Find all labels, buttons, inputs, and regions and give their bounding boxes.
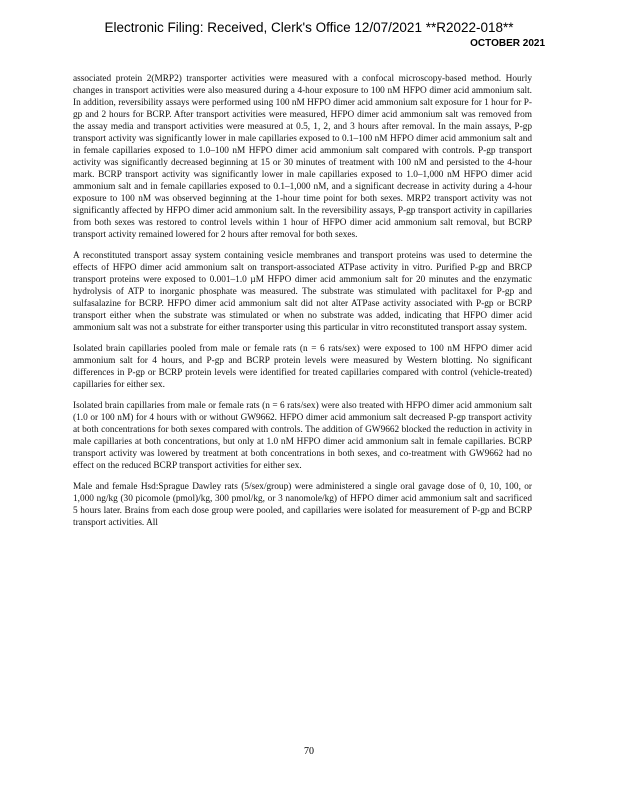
body-text — [73, 73, 532, 538]
paragraph: associated protein 2(MRP2) transporter activities were measured with a confocal microscopy-based method. Hourly changes in transport activities were also measured during a 4-hour exposure to 100 nM HFPO dimer acid ammonium salt. In addition, reversibility assays were performed using 100 nM HFPO dimer acid ammonium salt exposure for 1 hour for P-gp and 2 hours for BCRP. After transport activities were measured, HFPO dimer acid ammonium salt was removed from the assay media and transport activities were measured at 0.5, 1, 2, and 3 hours after removal. In the main assays, P-gp transport activity was significantly lower in male capillaries exposed to 0.1–100 nM HFPO dimer acid ammonium salt and in female capillaries exposed to 1.0–100 nM HFPO dimer acid ammonium salt compared with controls. P-gp transport activity was significantly decreased beginning at 15 or 30 minutes of treatment with 100 nM and persisted to the 4-hour mark. BCRP transport activity was significantly lower in male capillaries exposed to 1.0–1,000 nM HFPO dimer acid ammonium salt and in female capillaries exposed to 0.1–1,000 nM, and a significant decrease in activity during a 4-hour exposure to 100 nM was observed beginning at the 1-hour time point for both sexes. MRP2 transport activity was not significantly affected by HFPO dimer acid ammonium salt. In the reversibility assays, P-gp transport activity in capillaries from both sexes was restored to control levels within 1 hour of HFPO dimer acid ammonium salt removal, but BCRP transport activity remained lowered for 2 hours after removal for both sexes. — [73, 74, 532, 240]
page-number: 70 — [304, 746, 314, 757]
filing-header: Electronic Filing: Received, Clerk's Office 12/07/2021 **R2022-018** — [104, 20, 514, 35]
paragraph: Male and female Hsd:Sprague Dawley rats (5/sex/group) were administered a single oral gavage dose of 0, 10, 100, or 1,000 ng/kg (30 picomole (pmol)/kg, 300 pmol/kg, or 3 nanomole/kg) of HFPO dimer acid ammonium salt and sacrificed 5 hours later. Brains from each dose group were pooled, and capillaries were isolated for measurement of P-gp and BCRP transport activities. All — [73, 482, 532, 528]
date-stamp: OCTOBER 2021 — [470, 38, 545, 49]
paragraph: Isolated brain capillaries from male or female rats (n = 6 rats/sex) were also treated with HFPO dimer acid ammonium salt (1.0 or 100 nM) for 4 hours with or without GW9662. HFPO dimer acid ammonium salt decreased P-gp transport activity at both concentrations for both sexes compared with controls. The addition of GW9662 blocked the reduction in activity in male capillaries at both concentrations, but only at 1.0 nM HFPO dimer acid ammonium salt in female capillaries. BCRP transport activity was lowered by treatment at both concentrations in both sexes, and co-treatment with GW9662 had no effect on the reduced BCRP transport activities for either sex. — [73, 401, 532, 471]
paragraph: Isolated brain capillaries pooled from male or female rats (n = 6 rats/sex) were exposed to 100 nM HFPO dimer acid ammonium salt for 4 hours, and P-gp and BCRP protein levels were measured by Western blotting. No significant differences in P-gp or BCRP protein levels were identified for treated capillaries compared with control (vehicle-treated) capillaries for either sex. — [73, 344, 532, 390]
paragraph: A reconstituted transport assay system containing vesicle membranes and transport proteins was used to determine the effects of HFPO dimer acid ammonium salt on transport-associated ATPase activity in vitro. Purified P-gp and BRCP transport proteins were exposed to 0.001–1.0 µM HFPO dimer acid ammonium salt for 20 minutes and the enzymatic hydrolysis of ATP to inorganic phosphate was measured. The substrate was stimulated with paclitaxel for P-gp and sulfasalazine for BCRP. HFPO dimer acid ammonium salt did not alter ATPase activity associated with P-gp or BCRP transport either when the substrate was stimulated or when no substrate was added, indicating that HFPO dimer acid ammonium salt was not a substrate for either transporter using this particular in vitro reconstituted transport assay system. — [73, 251, 532, 333]
